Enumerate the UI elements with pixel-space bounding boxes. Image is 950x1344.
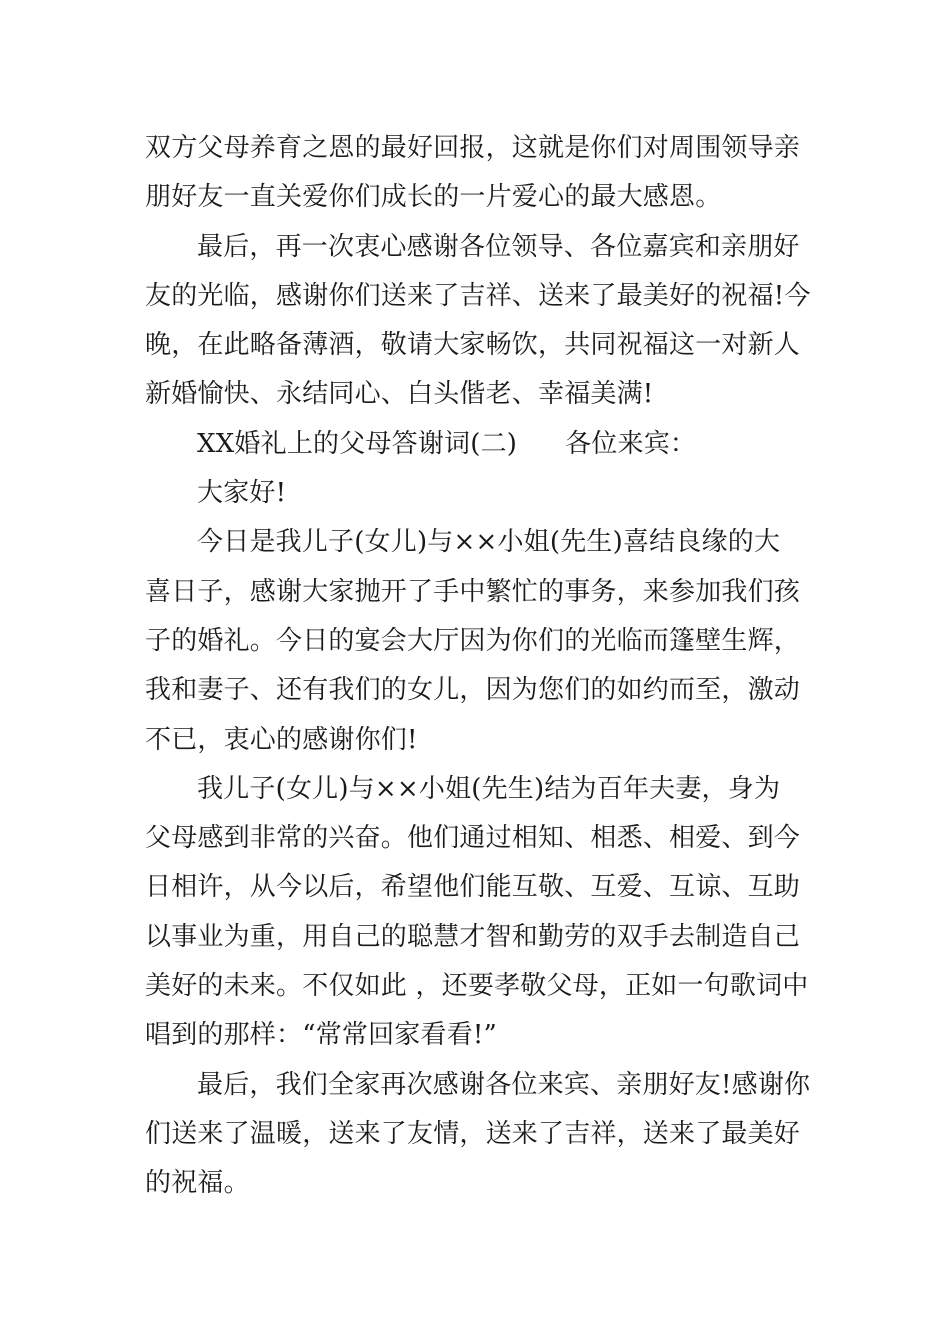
text-line: 友的光临，感谢你们送来了吉祥、送来了最美好的祝福!今	[145, 280, 811, 311]
text-line: 的祝福。	[145, 1168, 250, 1199]
text-line: 美好的未来。不仅如此 ，还要孝敬父母，正如一句歌词中	[145, 971, 809, 1002]
text-line	[145, 518, 811, 567]
text-line: 朋好友一直关爱你们成长的一片爱心的最大感恩。	[145, 182, 722, 213]
text-line: 唱到的那样：“常常回家看看!”	[145, 1020, 498, 1051]
text-line-content: 最后，再一次衷心感谢各位领导、各位嘉宾和亲朋好	[197, 231, 800, 262]
paragraph	[145, 1061, 811, 1209]
section-title: XX婚礼上的父母答谢词(二)	[197, 428, 518, 459]
text-line: 以事业为重，用自己的聪慧才智和勤劳的双手去制造自己	[145, 921, 801, 952]
text-line	[145, 765, 811, 814]
text-line: 喜日子，感谢大家抛开了手中繁忙的事务，来参加我们孩	[145, 576, 801, 607]
greeting: 大家好!	[197, 478, 287, 509]
heading-line	[145, 420, 811, 469]
text-line-content: 我儿子(女儿)与××小姐(先生)结为百年夫妻，身为	[197, 773, 781, 804]
paragraph	[145, 223, 811, 420]
text-line: 子的婚礼。今日的宴会大厅因为你们的光临而篷壁生辉，	[145, 625, 801, 656]
paragraph	[145, 765, 811, 1061]
text-line: 日相许，从今以后，希望他们能互敬、互爱、互谅、互助	[145, 872, 801, 903]
paragraph	[145, 518, 811, 764]
section-heading	[145, 420, 811, 469]
text-line: 不已，衷心的感谢你们!	[145, 724, 418, 755]
text-line: 我和妻子、还有我们的女儿，因为您们的如约而至，激动	[145, 675, 801, 706]
salutation: 各位来宾：	[565, 428, 697, 459]
text-line	[145, 223, 811, 272]
text-line: 父母感到非常的兴奋。他们通过相知、相悉、相爱、到今	[145, 823, 801, 854]
text-line-content: 最后，我们全家再次感谢各位来宾、亲朋好友!感谢你	[197, 1069, 811, 1100]
text-line: 双方父母养育之恩的最好回报，这就是你们对周围领导亲	[145, 133, 801, 163]
document-body	[145, 124, 811, 1209]
text-line-content: 今日是我儿子(女儿)与××小姐(先生)喜结良缘的大	[197, 527, 781, 558]
paragraph	[145, 124, 811, 223]
text-line: 新婚愉快、永结同心、白头偕老、幸福美满!	[145, 379, 654, 410]
text-line: 晚，在此略备薄酒，敬请大家畅饮，共同祝福这一对新人	[145, 330, 801, 361]
text-line	[145, 1061, 811, 1110]
paragraph	[145, 469, 811, 518]
text-line: 们送来了温暖，送来了友情，送来了吉祥，送来了最美好	[145, 1118, 801, 1149]
text-line	[145, 469, 811, 518]
